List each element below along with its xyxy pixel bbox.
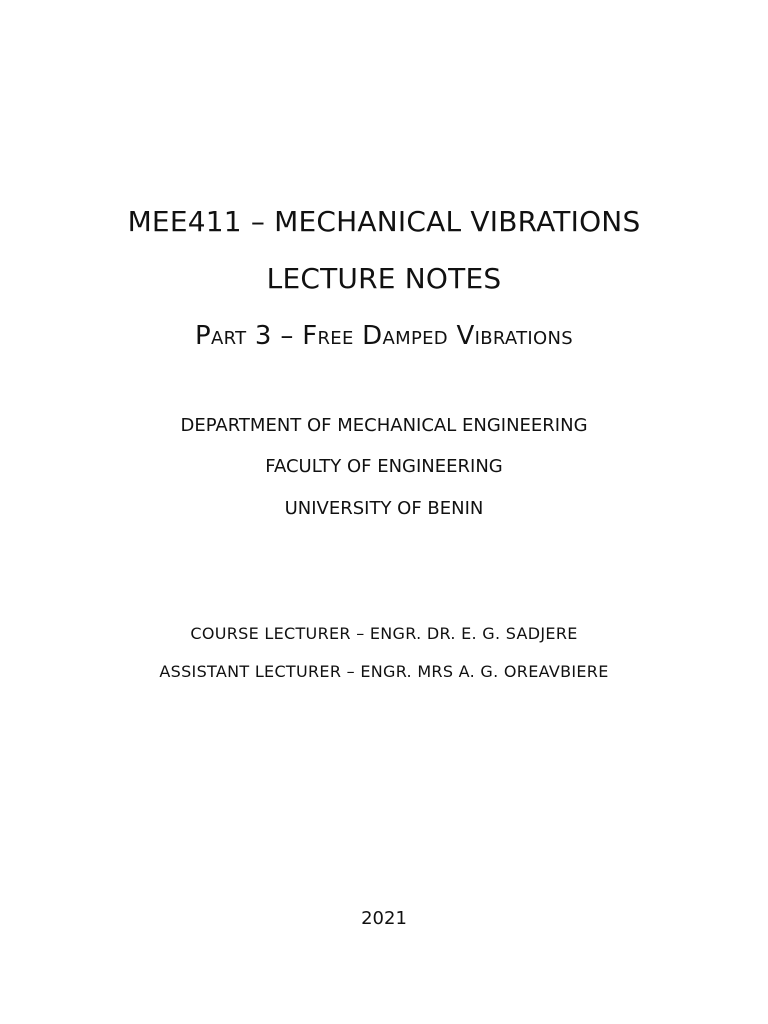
assistant-lecturer: ASSISTANT LECTURER – ENGR. MRS A. G. OREAVBIERE [159, 662, 609, 681]
department-name: DEPARTMENT OF MECHANICAL ENGINEERING [180, 415, 588, 436]
publication-year: 2021 [361, 908, 407, 929]
document-type: LECTURE NOTES [266, 262, 502, 295]
course-title: MEE411 – MECHANICAL VIBRATIONS [127, 205, 641, 238]
course-lecturer: COURSE LECTURER – ENGR. DR. E. G. SADJERE [190, 624, 578, 643]
part-title: Part 3 – Free Damped Vibrations [194, 321, 573, 351]
university-name: UNIVERSITY OF BENIN [284, 498, 484, 519]
faculty-name: FACULTY OF ENGINEERING [265, 456, 503, 477]
